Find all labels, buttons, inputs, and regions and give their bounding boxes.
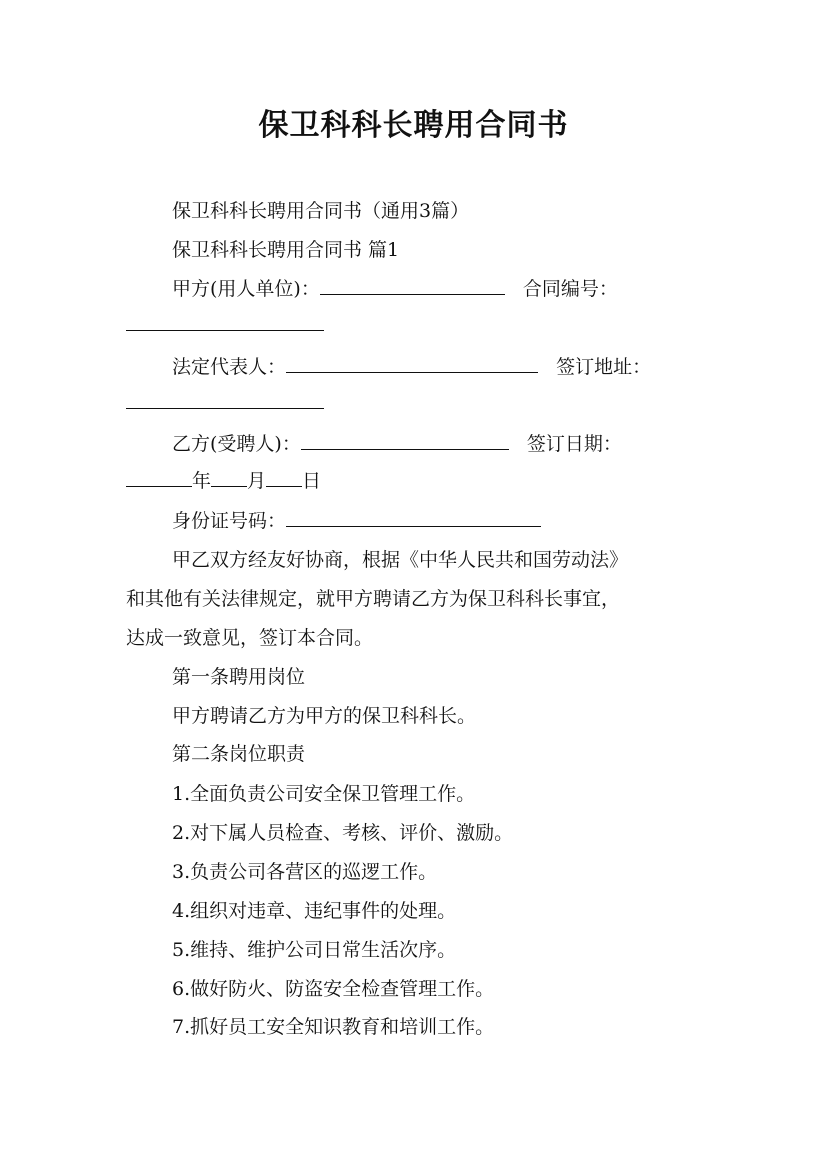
- party-a-blank[interactable]: [320, 276, 505, 295]
- contract-no-label: 合同编号：: [522, 278, 618, 300]
- id-blank[interactable]: [286, 508, 541, 527]
- sign-place-blank[interactable]: [126, 390, 324, 409]
- duty-item-6: 6.做好防火、防盗安全检查管理工作。: [172, 978, 495, 1000]
- party-a-label: 甲方(用人单位)：: [172, 278, 320, 300]
- day-blank[interactable]: [266, 468, 302, 487]
- sign-date-label: 签订日期：: [526, 433, 622, 455]
- sign-place-label: 签订地址：: [556, 356, 652, 378]
- article-1-text: 甲方聘请乙方为甲方的保卫科科长。: [172, 705, 477, 727]
- party-a-row: [172, 276, 712, 302]
- month-blank[interactable]: [211, 468, 247, 487]
- legal-rep-blank[interactable]: [286, 354, 538, 373]
- contract-no-blank[interactable]: [126, 312, 324, 331]
- party-b-row: [172, 431, 712, 457]
- article-2-heading: 第二条岗位职责: [172, 743, 306, 765]
- legal-rep-label: 法定代表人：: [172, 356, 287, 378]
- chapter-heading: 保卫科科长聘用合同书 篇1: [172, 239, 400, 261]
- preamble-line-3: 达成一致意见，签订本合同。: [126, 627, 374, 649]
- legal-rep-row: [172, 354, 712, 380]
- party-b-blank[interactable]: [301, 431, 509, 450]
- duty-item-7: 7.抓好员工安全知识教育和培训工作。: [172, 1016, 495, 1038]
- party-b-label: 乙方(受聘人)：: [172, 433, 301, 455]
- duty-item-3: 3.负责公司各营区的巡逻工作。: [172, 861, 438, 883]
- page-title: 保卫科科长聘用合同书: [258, 108, 569, 143]
- duty-item-4: 4.组织对违章、违纪事件的处理。: [172, 900, 457, 922]
- year-label: 年: [192, 470, 212, 492]
- article-1-heading: 第一条聘用岗位: [172, 666, 306, 688]
- sign-date-row: [126, 468, 706, 494]
- document-subtitle: 保卫科科长聘用合同书（通用3篇）: [172, 200, 470, 222]
- year-blank[interactable]: [126, 468, 192, 487]
- id-row: [172, 508, 752, 534]
- month-label: 月: [247, 470, 267, 492]
- day-label: 日: [302, 470, 322, 492]
- sign-place-row: [126, 390, 706, 416]
- preamble-line-2: 和其他有关法律规定，就甲方聘请乙方为保卫科科长事宜，: [126, 588, 621, 610]
- duty-item-1: 1.全面负责公司安全保卫管理工作。: [172, 783, 476, 805]
- id-label: 身份证号码：: [172, 510, 287, 532]
- preamble-line-1: 甲乙双方经友好协商，根据《中华人民共和国劳动法》: [172, 549, 629, 571]
- contract-no-row: [126, 312, 706, 338]
- duty-item-5: 5.维持、维护公司日常生活次序。: [172, 939, 457, 961]
- duty-item-2: 2.对下属人员检查、考核、评价、激励。: [172, 822, 514, 844]
